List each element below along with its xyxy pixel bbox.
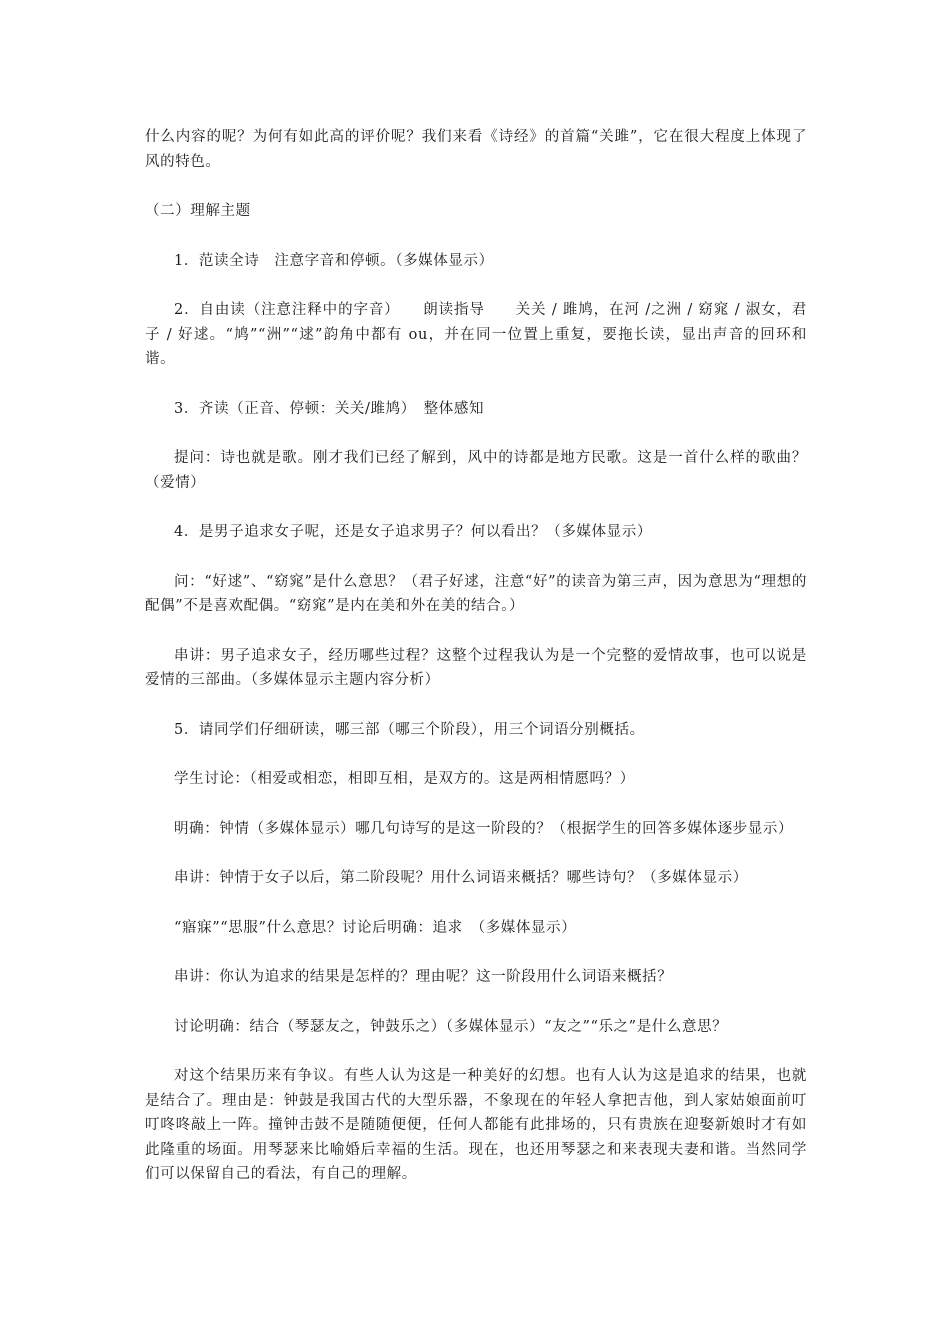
paragraph-pursuit: “寤寐”“思服”什么意思？讨论后明确：追求 （多媒体显示）	[174, 919, 577, 936]
paragraph-clarify-affection: 明确：钟情（多媒体显示）哪几句诗写的是这一阶段的？（根据学生的回答多媒体逐步显示）	[174, 820, 794, 837]
paragraph-question-song: 提问：诗也就是歌。刚才我们已经了解到，风中的诗都是地方民歌。这是一首什么样的歌曲？（爱情）	[145, 450, 807, 491]
paragraph-controversy: 对这个结果历来有争议。有些人认为这是一种美好的幻想。也有人认为这是追求的结果，也就是结合了。理由是：钟鼓是我国古代的大型乐器，不象现在的年轻人拿把吉他，到人家姑娘面前叮叮咚咚敲上一阵。撞钟击鼓不是随随便便，任何人都能有此排场的，只有贵族在迎娶新娘时才有如此隆重的场面。用琴瑟来比喻婚后幸福的生活。现在，也还用琴瑟之和来表现夫妻和谐。当然同学们可以保留自己的看法，有自己的理解。	[145, 1068, 807, 1182]
paragraph-explain-process: 串讲：男子追求女子，经历哪些过程？这整个过程我认为是一个完整的爱情故事，也可以说是爱情的三部曲。（多媒体显示主题内容分析）	[145, 647, 807, 688]
section-heading-understand-theme: （二）理解主题	[145, 203, 251, 219]
paragraph-step-1: 1．范读全诗 注意字音和停顿。（多媒体显示）	[174, 252, 494, 269]
paragraph-discuss-union: 讨论明确：结合（琴瑟友之，钟鼓乐之）（多媒体显示）“友之”“乐之”是什么意思？	[174, 1018, 728, 1035]
paragraph-step-4: 4．是男子追求女子呢，还是女子追求男子？何以看出？（多媒体显示）	[174, 524, 652, 540]
paragraph-explain-stage-2: 串讲：钟情于女子以后，第二阶段呢？用什么词语来概括？哪些诗句？（多媒体显示）	[174, 870, 748, 886]
paragraph-question-meaning: 问：“好逑”、“窈窕”是什么意思？（君子好逑，注意“好”的读音为第三声，因为意思为“理想的配偶”不是喜欢配偶。“窈窕”是内在美和外在美的结合。）	[145, 573, 807, 614]
paragraph-student-discussion: 学生讨论：（相爱或相恋，相即互相，是双方的。这是两相情愿吗？）	[174, 771, 635, 787]
paragraph-step-2: 2．自由读（注意注释中的字音） 朗读指导 关关 / 雎鸠，在河 /之洲 / 窈窕 / 淑女，君子 / 好逑。“鸠”“洲”“逑”韵角中都有 ou，并在同一位置上重复，要拖长读，显出声音的回环和谐。	[145, 302, 807, 367]
paragraph-intro: 什么内容的呢？为何有如此高的评价呢？我们来看《诗经》的首篇“关雎”，它在很大程度上体现了风的特色。	[145, 129, 807, 170]
document-body	[145, 125, 807, 1212]
paragraph-step-3: 3．齐读（正音、停顿：关关/雎鸠） 整体感知	[174, 400, 485, 417]
paragraph-step-5: 5．请同学们仔细研读，哪三部（哪三个阶段），用三个词语分别概括。	[174, 721, 645, 738]
paragraph-explain-result: 串讲：你认为追求的结果是怎样的？理由呢？这一阶段用什么词语来概括？	[174, 969, 673, 985]
